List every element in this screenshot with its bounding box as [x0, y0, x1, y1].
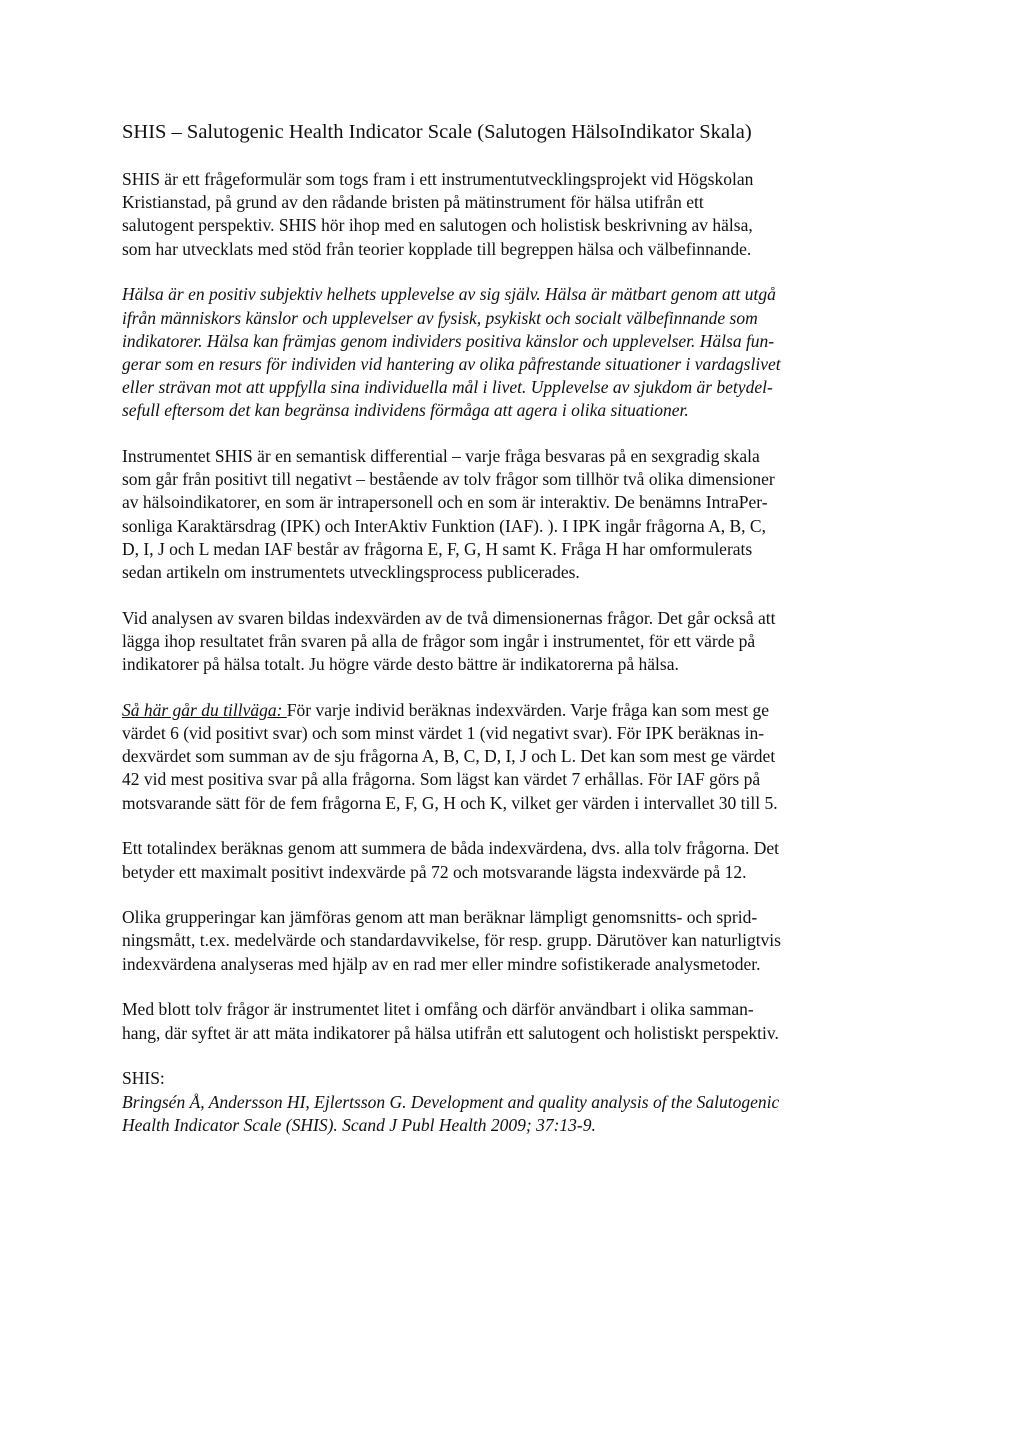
instrument-paragraph — [122, 445, 907, 584]
reference-citation-line: Bringsén Å, Andersson HI, Ejlertsson G. Development and quality analysis of the Salutogenic — [122, 1091, 780, 1112]
text-line: sefull eftersom det kan begränsa individens förmåga att agera i olika situationer. — [122, 400, 689, 421]
howto-paragraph — [122, 699, 907, 815]
text-line — [122, 699, 907, 722]
text-line: D, I, J och L medan IAF består av frågorna E, F, G, H samt K. Fråga H har omformulerats — [122, 538, 753, 559]
text-line: gerar som en resurs för individen vid hantering av olika påfrestande situationer i vardagslivet — [122, 353, 781, 374]
text-line: Vid analysen av svaren bildas indexvärden av de två dimensionernas frågor. Det går också att — [122, 607, 776, 628]
text-line: betyder ett maximalt positivt indexvärde på 72 och motsvarande lägsta indexvärde på 12. — [122, 861, 747, 882]
text-line: ifrån människors känslor och upplevelser av fysisk, psykiskt och socialt välbefinnande som — [122, 307, 758, 328]
total-index-paragraph — [122, 837, 907, 883]
text-line: Hälsa är en positiv subjektiv helhets upplevelse av sig själv. Hälsa är mätbart genom att utgå — [122, 284, 776, 305]
text-line: motsvarande sätt för de fem frågorna E, F, G, H och K, vilket ger värden i intervallet 30 till 5. — [122, 792, 778, 813]
text-line: 42 vid mest positiva svar på alla frågorna. Som lägst kan värdet 7 erhållas. För IAF görs på — [122, 769, 761, 790]
howto-first-line-rest: För varje individ beräknas indexvärden. Varje fråga kan som mest ge — [286, 699, 770, 720]
text-line: sonliga Karaktärsdrag (IPK) och InterAktiv Funktion (IAF). ). I IPK ingår frågorna A, B, C, — [122, 515, 766, 536]
intro-paragraph — [122, 168, 907, 261]
text-line: lägga ihop resultatet från svaren på alla de frågor som ingår i instrumentet, för ett värde på — [122, 630, 756, 651]
text-line: eller strävan mot att uppfylla sina individuella mål i livet. Upplevelse av sjukdom är betydel- — [122, 377, 773, 398]
definition-paragraph — [122, 283, 907, 422]
text-line: salutogent perspektiv. SHIS hör ihop med en salutogen och holistisk beskrivning av hälsa, — [122, 215, 753, 236]
text-line: Kristianstad, på grund av den rådande bristen på mätinstrument för hälsa utifrån ett — [122, 192, 704, 213]
howto-lead: Så här går du tillväga: — [122, 699, 287, 720]
text-line: Instrumentet SHIS är en semantisk differential – varje fråga besvaras på en sexgradig skala — [122, 446, 760, 467]
analysis-paragraph — [122, 607, 907, 677]
text-line: Med blott tolv frågor är instrumentet litet i omfång och därför användbart i olika samman- — [122, 999, 754, 1020]
text-line: dexvärdet som summan av de sju frågorna A, B, C, D, I, J och L. Det kan som mest ge värdet — [122, 746, 776, 767]
text-line: hang, där syftet är att mäta indikatorer på hälsa utifrån ett salutogent och holistiskt perspektiv. — [122, 1022, 779, 1043]
text-line: ningsmått, t.ex. medelvärde och standardavvikelse, för resp. grupp. Därutöver kan naturligtvis — [122, 930, 781, 951]
text-line: Ett totalindex beräknas genom att summera de båda indexvärdena, dvs. alla tolv frågorna. Det — [122, 838, 779, 859]
text-line: SHIS är ett frågeformulär som togs fram i ett instrumentutvecklingsprojekt vid Högskolan — [122, 169, 754, 189]
conclusion-paragraph — [122, 998, 907, 1044]
grouping-paragraph — [122, 906, 907, 976]
document-title: SHIS – Salutogenic Health Indicator Scale (Salutogen HälsoIndikator Skala) — [122, 121, 752, 143]
text-line: indexvärdena analyseras med hjälp av en rad mer eller mindre sofistikerade analysmetoder. — [122, 953, 761, 974]
reference-label: SHIS: — [122, 1068, 165, 1089]
text-line: som har utvecklats med stöd från teorier kopplade till begreppen hälsa och välbefinnande. — [122, 238, 752, 259]
reference-section — [122, 1067, 907, 1137]
document-content — [122, 118, 907, 1159]
text-line: värdet 6 (vid positivt svar) och som minst värdet 1 (vid negativt svar). För IPK beräknas in- — [122, 723, 765, 744]
text-line: indikatorer. Hälsa kan främjas genom individers positiva känslor och upplevelser. Hälsa fun- — [122, 330, 775, 351]
reference-citation-line: Health Indicator Scale (SHIS). Scand J Publ Health 2009; 37:13-9. — [122, 1114, 596, 1135]
text-line: Olika grupperingar kan jämföras genom att man beräknar lämpligt genomsnitts- och sprid- — [122, 907, 758, 928]
text-line: som går från positivt till negativt – bestående av tolv frågor som tillhör två olika dimensioner — [122, 469, 775, 490]
text-line: av hälsoindikatorer, en som är intrapersonell och en som är interaktiv. De benämns IntraPer- — [122, 492, 768, 513]
text-line: sedan artikeln om instrumentets utvecklingsprocess publicerades. — [122, 562, 580, 583]
text-line: indikatorer på hälsa totalt. Ju högre värde desto bättre är indikatorerna på hälsa. — [122, 654, 679, 675]
